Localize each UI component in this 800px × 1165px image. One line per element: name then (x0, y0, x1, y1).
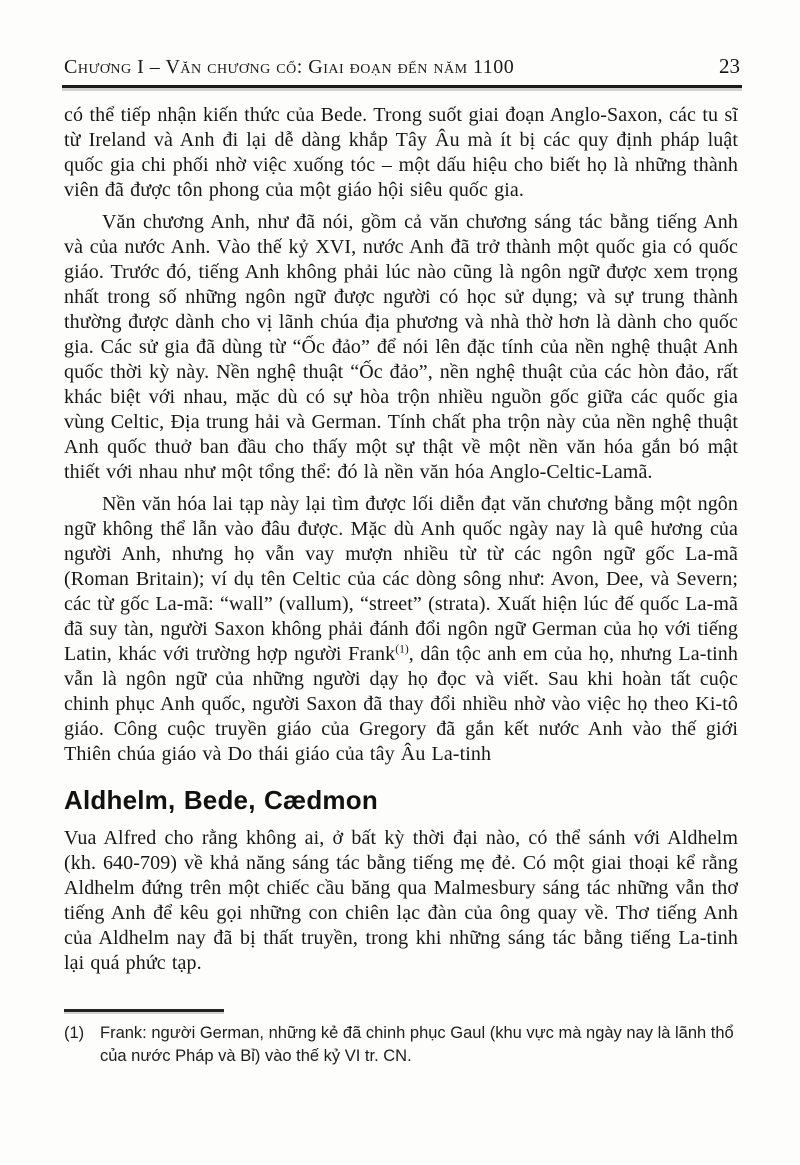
footnote-text: Frank: người German, những kẻ đã chinh phục Gaul (khu vực mà ngày nay là lãnh thổ của nước Pháp và Bỉ) vào thế kỷ VI tr. CN. (100, 1024, 734, 1065)
chapter-title: Chương I – Văn chương cổ: Giai đoạn đến năm 1100 (64, 56, 515, 78)
body-text (64, 103, 738, 976)
section-heading: Aldhelm, Bede, Cædmon (64, 785, 378, 815)
paragraph-4: Vua Alfred cho rằng không ai, ở bất kỳ thời đại nào, có thể sánh với Aldhelm (kh. 640-709) về khả năng sáng tác bằng tiếng mẹ đẻ. Có một giai thoại kể rằng Aldhelm đứng trên một chiếc cầu băng qua Malmesbury sáng tác những vẫn thơ tiếng Anh để kêu gọi những con chiên lạc đàn của ông quay về. Thơ tiếng Anh của Aldhelm nay đã bị thất truyền, trong khi những sáng tác bằng tiếng La-tinh lại quá phức tạp. (64, 827, 738, 974)
footnote-marker: (1) (64, 1024, 85, 1042)
paragraph-3-text-continued: , dân tộc anh em của họ, nhưng La-tinh vẫn là ngôn ngữ của những người dạy họ đọc và viết. Sau khi hoàn tất cuộc chinh phục Anh quốc, người Saxon đã thay đổi nhiều nhờ vào việc họ theo Ki-tô giáo. Công cuộc truyền giáo của Gregory đã gắn kết nước Anh vào thế giới Thiên chúa giáo và Do thái giáo của tây Âu La-tinh (64, 643, 738, 765)
page-header (64, 54, 740, 79)
header-rule (62, 85, 742, 88)
footnote (64, 1022, 738, 1068)
footnote-rule (64, 1009, 224, 1012)
paragraph-2: Văn chương Anh, như đã nói, gồm cả văn chương sáng tác bằng tiếng Anh và của nước Anh. Vào thế kỷ XVI, nước Anh đã trở thành một quốc gia có quốc giáo. Trước đó, tiếng Anh không phải lúc nào cũng là ngôn ngữ được xem trọng nhất trong số những ngôn ngữ được người có học sử dụng; và sự trung thành thường được dành cho vị lãnh chúa địa phương và nhà thờ hơn là dành cho quốc gia. Các sử gia đã dùng từ “Ốc đảo” để nói lên đặc tính của nền nghệ thuật Anh quốc thời kỳ này. Nền nghệ thuật “Ốc đảo”, nền nghệ thuật của các hòn đảo, rất khác biệt với nhau, mặc dù có sự hòa trộn nhiều nguồn gốc giữa các quốc gia vùng Celtic, Địa trung hải và German. Tính chất pha trộn này của nền nghệ thuật Anh quốc thuở ban đầu cho thấy một sự thật về một nền văn hóa gắn bó mật thiết với nhau như một tổng thể: đó là nền văn hóa Anglo-Celtic-Lamã. (64, 211, 738, 483)
footnote-reference-marker: (1) (395, 642, 409, 656)
paragraph-3-text: Nền văn hóa lai tạp này lại tìm được lối diễn đạt văn chương bằng một ngôn ngữ không thể lẫn vào đâu được. Mặc dù Anh quốc ngày nay là quê hương của người Anh, nhưng họ vẫn vay mượn nhiều từ từ các ngôn ngữ gốc La-mã (Roman Britain); ví dụ tên Celtic của các dòng sông như: Avon, Dee, và Severn; các từ gốc La-mã: “wall” (vallum), “street” (strata). Xuất hiện lúc đế quốc La-mã đã suy tàn, người Saxon không phải đánh đổi ngôn ngữ German của họ với tiếng Latin, khác với trường hợp người Frank (64, 493, 738, 665)
footnote-area (64, 1009, 738, 1068)
paragraph-3 (64, 492, 738, 767)
paragraph-1: có thể tiếp nhận kiến thức của Bede. Trong suốt giai đoạn Anglo-Saxon, các tu sĩ từ Ireland và Anh đi lại dễ dàng khắp Tây Âu mà ít bị các quy định pháp luật quốc gia chi phối nhờ việc xuống tóc – một dấu hiệu cho biết họ là những thành viên đã được tôn phong của một giáo hội siêu quốc gia. (64, 104, 738, 201)
page-number: 23 (719, 54, 740, 78)
